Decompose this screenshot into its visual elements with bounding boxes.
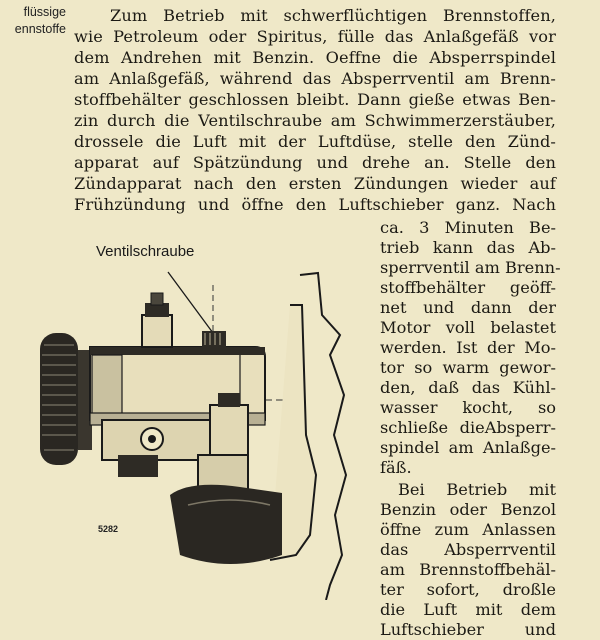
text-line: stoffbehälter geschlossen bleibt. Dann gieße etwas Ben-: [74, 90, 556, 109]
text-line: den, daß das Kühl-: [380, 378, 556, 397]
text-line: am Brennstoffbehäl-: [380, 560, 556, 579]
knurled-knob: [40, 333, 78, 465]
text-line: das Absperrventil: [380, 540, 556, 559]
label-leader-line: [168, 272, 213, 333]
text-line: Benzin oder Benzol: [380, 500, 556, 519]
chamber-lid: [90, 347, 265, 355]
top-stud: [151, 293, 163, 305]
text-line: dem Andrehen mit Benzin. Oeffne die Absperrspindel: [74, 48, 556, 67]
margin-note-line: flüssige: [23, 5, 66, 19]
mixing-tube: [210, 405, 248, 457]
text-line: öffne zum Anlassen: [380, 520, 556, 539]
ventilschraube-icon: [202, 331, 226, 347]
jet-center: [148, 435, 156, 443]
text-line: wasser kocht, so: [380, 398, 556, 417]
carburetor-figure: [30, 255, 375, 600]
text-line: die Luft mit dem: [380, 600, 556, 619]
text-line: net und dann der: [380, 298, 556, 317]
drain-nut: [118, 455, 158, 477]
text-line: wie Petroleum oder Spiritus, fülle das Anlaßgefäß vor: [74, 27, 556, 46]
text-line: trieb kann das Ab-: [380, 238, 556, 257]
text-line: Motor voll belastet: [380, 318, 556, 337]
figure-number: 5282: [98, 524, 119, 534]
text-line: zin durch die Ventilschraube am Schwimmerzerstäuber,: [74, 111, 556, 130]
text-line: drossele die Luft mit der Luftdüse, stelle den Zünd-: [74, 132, 556, 151]
text-line: Zündapparat nach den ersten Zündungen wieder auf: [74, 174, 556, 193]
margin-note: [0, 4, 66, 38]
top-fitting: [142, 315, 172, 347]
text-line: tor so warm gewor-: [380, 358, 556, 377]
text-line: sperrventil am Brenn-: [380, 258, 561, 277]
text-line: Bei Betrieb mit: [398, 480, 556, 499]
chamber-left-section: [92, 355, 122, 420]
text-line: Frühzündung und öffne den Luftschieber ganz. Nach: [74, 195, 556, 214]
text-line: am Anlaßgefäß, während das Absperrventil am Brenn-: [74, 69, 556, 88]
figure-label: Ventilschraube: [96, 243, 195, 260]
text-line: spindel am Anlaßge-: [380, 438, 556, 457]
margin-note-line: ennstoffe: [14, 22, 66, 36]
intake-bell: [170, 485, 282, 564]
text-line: Zum Betrieb mit schwerflüchtigen Brennstoffen,: [110, 6, 556, 25]
text-line: apparat auf Spätzündung und drehe an. Stelle den: [74, 153, 556, 172]
tube-nut: [218, 393, 240, 407]
text-line: fäß.: [380, 458, 412, 477]
text-line: stoffbehälter geöff-: [380, 278, 556, 297]
text-line: ter sofort, droßle: [380, 580, 556, 599]
text-line: Luftschieber und: [380, 620, 556, 639]
text-line: werden. Ist der Mo-: [380, 338, 556, 357]
text-line: ca. 3 Minuten Be-: [380, 218, 556, 237]
text-line: schließe dieAbsperr-: [380, 418, 556, 437]
